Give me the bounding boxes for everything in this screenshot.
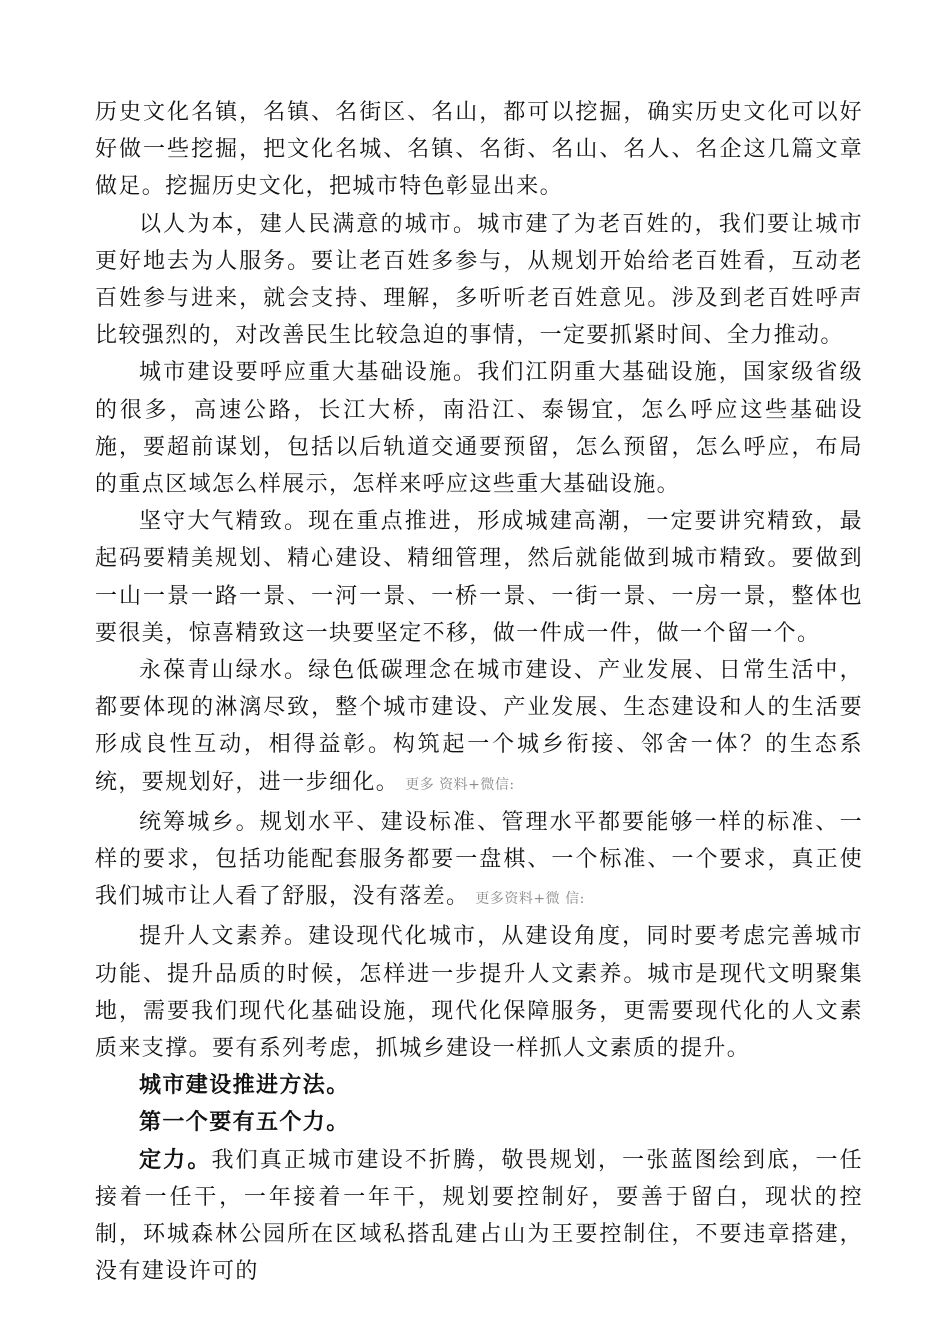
paragraph-infrastructure [95,354,863,503]
paragraph-humanities [95,918,863,1067]
paragraph-text: 统筹城乡。规划水平、建设标准、管理水平都要能够一样的标准、一样的要求，包括功能配套服务都要一盘棋、一个标准、一个要求，真正使我们城市让人看了舒服，没有落差。 [95,809,863,910]
paragraph-lead: 定力。 [139,1146,212,1173]
document-page [95,94,863,1291]
section-heading-methods [95,1067,863,1104]
paragraph-text: 我们真正城市建设不折腾，敬畏规划，一张蓝图绘到底，一任接着一任干，一年接着一年干，规划要控制好，要善于留白，现状的控制，环城森林公园所在区域私搭乱建占山为王要控制住，不要违章搭建，没有建设许可的 [95,1147,863,1285]
watermark-note: 更多资料+微 信: [475,891,585,908]
paragraph-history-culture [95,94,863,206]
paragraph-text: 以人为本，建人民满意的城市。城市建了为老百姓的，我们要让城市更好地去为人服务。要让老百姓多参与，从规划开始给老百姓看，互动老百姓参与进来，就会支持、理解，多听听老百姓意见。涉及到老百姓呼声比较强烈的，对改善民生比较急迫的事情，一定要抓紧时间、全力推动。 [95,211,863,349]
heading-text: 第一个要有五个力。 [139,1109,350,1136]
paragraph-text: 永葆青山绿水。绿色低碳理念在城市建设、产业发展、日常生活中，都要体现的淋漓尽致，整个城市建设、产业发展、生态建设和人的生活要形成良性互动，相得益彰。构筑起一个城乡衔接、邻舍一体？的生态系统，要规划好，进一步细化。 [95,658,863,795]
paragraph-text: 坚守大气精致。现在重点推进，形成城建高潮，一定要讲究精致，最起码要精美规划、精心建设、精细管理，然后就能做到城市精致。要做到一山一景一路一景、一河一景、一桥一景、一街一景、一房一景，整体也要很美，惊喜精致这一块要坚定不移，做一件成一件，做一个留一个。 [95,509,863,646]
paragraph-refinement [95,503,863,652]
paragraph-people-oriented [95,206,863,355]
paragraph-urban-rural [95,804,863,919]
heading-text: 城市建设推进方法。 [139,1072,350,1099]
watermark-note: 更多 资料+微信: [405,776,515,793]
section-heading-five-forces [95,1104,863,1141]
paragraph-determination [95,1142,863,1291]
paragraph-green-ecology [95,652,863,804]
paragraph-text: 提升人文素养。建设现代化城市，从建设角度，同时要考虑完善城市功能、提升品质的时候，怎样进一步提升人文素养。城市是现代文明聚集地，需要我们现代化基础设施，现代化保障服务，更需要现代化的人文素质来支撑。要有系列考虑，抓城乡建设一样抓人文素质的提升。 [95,924,863,1062]
paragraph-text: 历史文化名镇，名镇、名街区、名山，都可以挖掘，确实历史文化可以好好做一些挖掘，把文化名城、名镇、名街、名山、名人、名企这几篇文章做足。挖掘历史文化，把城市特色彰显出来。 [95,100,863,200]
paragraph-text: 城市建设要呼应重大基础设施。我们江阴重大基础设施，国家级省级的很多，高速公路，长江大桥，南沿江、泰锡宜，怎么呼应这些基础设施，要超前谋划，包括以后轨道交通要预留，怎么预留，怎么呼应，布局的重点区域怎么样展示，怎样来呼应这些重大基础设施。 [95,360,863,498]
